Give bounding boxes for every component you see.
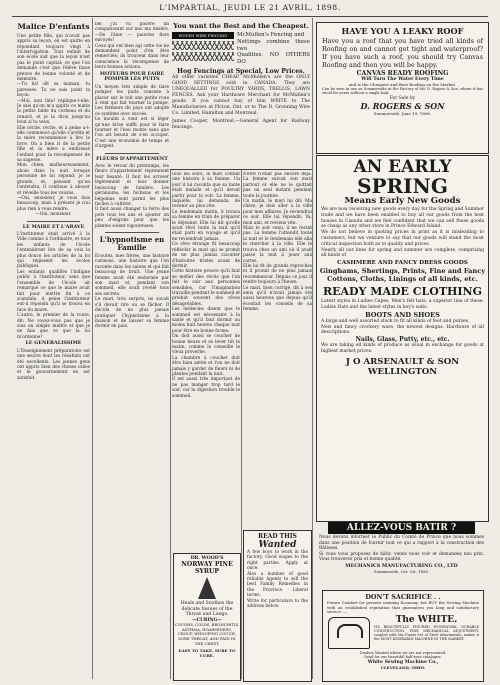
norway-pine-ad [173, 553, 241, 681]
ad-headline: You want the Best and the Cheapest. [173, 22, 309, 30]
column-rule [92, 18, 93, 679]
ad-subhead: Hog Fencings at Special, Low Prices. [177, 67, 305, 75]
leaky-roof-ad [316, 22, 489, 154]
article-paragraph: Elle lui fit de grands reproches et il promit de ne plus jamais recommencer. Depuis ce jour il rentre toujours à l'heure. [243, 263, 312, 286]
ad-title: DON'T SACRIFICE . . [365, 593, 441, 601]
ad-text: Also a number of good reliable Agents to sell the best Family Remedies in the Province. Liberal terms. [247, 571, 308, 599]
column-2 [95, 22, 169, 679]
article-paragraph: d'être n'était pas encore déjà. La femme suivait son mari partout et elle ne le quittait pas un seul instant pendant toute la journée. [243, 172, 312, 199]
wanted-ad [243, 530, 312, 682]
ad-subhead: BOOTS AND SHOES [365, 310, 440, 319]
article-paragraph: —Moi, non tâte! réplique-t-elle. Je sais qu'on m'a appris ce matin la petite fable du corbeau et du renard, et je la dirai jusqu'au bout si tu veux. [17, 98, 90, 126]
merchant-name: J O ARSENAULT & SON [345, 356, 460, 367]
article-paragraph: tous les soirs, le mari contait une histoire à sa femme. Un jour il lui raconta que sa tante était malade et qu'il devait partir pour la voir. La femme, inquiète, lui demanda de revenir au plus vite. [172, 172, 240, 210]
fence-logo: WOVEN WIRE FENCING [172, 32, 234, 39]
article-paragraph: L'autre, le premier de la route, dit: Ne voyez-vous pas que je suis un simple maître et que je ne fais que ce que la loi m'ordonne? [17, 313, 90, 340]
brand-name: The WHITE. [395, 614, 458, 625]
article-title: LE MAIRE ET L'ARAVE [22, 223, 85, 230]
ad-subhead: Means Early New Goods [344, 196, 461, 206]
ad-text: We do not believe in quoting prices in print as it is misleading to customers, but we venture to say that our goods will stand the most critical inspection both as to quality and prices. [321, 230, 484, 247]
column-rule [312, 18, 313, 679]
article-paragraph: bel j'ai vu pauvre un compatissant sur moi ma misère. —De l'âme — pauvres fiers envoyés! [95, 22, 169, 44]
ad-text: Si vous vous proposez de bâtir, venez nous voir et demandez nos prix. Vous trouverez prix et bonne qualité. [319, 551, 484, 563]
ad-text: We are taking all kinds of produce as usual in exchange for goods at highest market prices. [321, 343, 484, 354]
article-paragraph: Les enfants qualifiés l'indigne public à l'instituteur, sans que l'ensemble de l'école ait remarqué ce que le maire avait fait pour mettre fin à ce scandale. A peine l'instituteur eut-il répondu qu'il se trouva en face du maire. [17, 269, 90, 313]
article-paragraph: Le moulin à vent est si léger qu'une brise suffit pour le faire tourner et l'eau monte sans que l'on ait besoin de s'en occuper. C'est une économie de temps et d'argent. [95, 117, 169, 150]
ad-text: ITS BEAUTIFULLY FIGURED WOODWORK, DURABLE CONSTRUCTION, FINE MECHANICAL ADJUSTMENT, coupled with the Finest Set of Steel Attachments, makes it the MOST DESIRABLE MACHINE IN THE MARKET. [374, 624, 479, 642]
ad-title: AN EARLY [353, 157, 452, 177]
article-paragraph: Ceux qui ont bien agi cette vie ne demandent point d'en être remerciés; ils trouvent dans leur conscience la récompense de leurs bonnes actions. [95, 43, 169, 71]
ad-side-text: McMullen's Fencing and [237, 32, 305, 38]
divider [27, 221, 80, 222]
ad-text: Nous devons informer le Public du Comté de Prince que nous sommes dans une position de fournir tout ce qui a rapport à la construction des Bâtisses. [319, 535, 484, 552]
ad-text: Future Comfort for present seeming Economy, but BUY the Sewing Machine with an established reputation that guarantees you long and satisfactory service: — [327, 600, 479, 615]
product-name: CANVAS READY ROOFING [356, 70, 449, 77]
masthead-rule [12, 16, 488, 17]
ad-text: Send for our beautiful half-tone catalogue. [364, 655, 442, 660]
ad-text: A few boys to work in the factory. Good wages to the right parties. Apply at once. [247, 550, 308, 572]
column-1 [17, 22, 90, 679]
ad-title: READ THIS [258, 533, 297, 540]
sewing-machine-icon [328, 617, 370, 649]
ad-text: All other varieties CHEAP. McMullen's are the ONLY GOOD SETTINGS sold in CANADA. They are UNEQUALLED for POULTRY YARDS, TRELLIS, LAWN FENCES. Ask your Hardware Merchant for McMullen's goods. If you cannot buy of him WRITE to The Manufacturers at Picton, Ont. or to The D. Gronning Wire Co. Limited, Hamilton and Montreal. [172, 74, 310, 116]
maker-city: CLEVELAND, OHIO. [380, 664, 426, 670]
spring-goods-ad [316, 155, 489, 522]
column-4 [243, 172, 312, 525]
article-paragraph: On doit aussi se coucher de bonne heure et se lever tôt le matin, comme le conseille le vieux proverbe. [172, 334, 240, 356]
article-paragraph: Le mari, bien corrigé, dit à ses amis qu'il n'avait jamais été aussi heureux que depuis qu'il écoutait les conseils de sa femme. [243, 285, 312, 313]
merchant-place: WELLINGTON [367, 366, 438, 377]
ad-text: Heals and Soothes the delicate tissues of the Throat and Lungs. [180, 601, 234, 618]
ad-title: SPRING [357, 174, 448, 198]
article-paragraph: Le mari, très surpris, ne savait s'il devait rire ou se fâcher. Il décida de ne plus jamais pratiquer l'hypnotisme à la maison et de laisser sa femme dormir en paix. [95, 297, 169, 330]
ad-text: Nearly all our lines for spring and summer are complete, comprising all kinds of [321, 247, 484, 259]
article-title: L'hypnotisme en Famille [99, 234, 165, 252]
divider [105, 153, 159, 154]
ad-rule [170, 169, 312, 170]
ad-title: DR. WOOD'S [190, 556, 224, 561]
article-paragraph: Mon chien, malheureusement, aboie dans la nuit lorsque personne ne lui répond; je le gronde, et, pensant qu'on l'entendra, il continue à aboyer et réveille tous les voisins. [17, 163, 90, 196]
company-name: MECHANICS MANUFACTURING CO., LTD [345, 562, 458, 569]
article-paragraph: Un moyen très simple de faire pomper les puits consiste à placer sur le toit une petite roue à vent qui fait tourner la pompe. Les fermiers du pays ont adopté ce système avec succès. [95, 84, 169, 117]
ad-side-text: Nettings combine these two [237, 38, 310, 52]
ad-agent: James Cooper, Montreal,—General Agent for Railway fencings. [172, 118, 310, 130]
article-paragraph: —Tu lis! dit sa maman, tu paresses. Tu ne sais point ta leçon. [17, 82, 90, 99]
ad-text: Can be seen in use on Sommerside at the Factory of Mr. D. Rogers & Son, where it has stood for years without a single leak. [322, 87, 483, 96]
ad-text: Summerside, June 19, 1896. [373, 110, 432, 116]
article-paragraph: Le lendemain matin, il trouva sa femme en train de préparer le déjeuner. Elle lui dit qu'elle avait rêvé toute la nuit qu'il était parti en voyage et qu'il ne reviendrait jamais. [172, 209, 240, 242]
batir-ad [316, 522, 487, 586]
ad-text: Write for particulars to the address below. [247, 598, 308, 610]
article-paragraph: Une petite fille, qui n'avait pas appris sa leçon, en est quitte en répondant toujours vingt à l'interrogation. Tout enfant de son école sait que la leçon n'est pas le point capital: ce que l'on demande c'est que l'élève fasse preuve de bonne volonté et de mémoire. [17, 33, 90, 82]
ad-text: and is the Cheapest and Best Roofing on the Market. [348, 82, 457, 87]
ad-text: New and fancy crockery ware, the newest designs. Hardware of all descriptions. [321, 324, 484, 336]
article-title: LE GENERALISSIME [25, 340, 82, 347]
article-paragraph: Écoutez, mes frères, une histoire curieuse, une histoire que l'on raconte dans les salons et qui fait beaucoup de bruit. Une jeune femme avait été endormie par son mari et, pendant son sommeil, elle avait révélé tous ses secrets. [95, 254, 169, 297]
ad-text: Summerside, Oct. 1st, 1896. [374, 568, 429, 574]
ad-title: ALLEZ-VOUS BATIR ? [328, 522, 475, 534]
article-paragraph: L'Enseignement préparatoire est une œuvre dont les résultats ont été excellents. Les jeunes gens ont appris bien des choses utiles et le gouvernement en est satisfait. [17, 348, 90, 381]
ad-subhead: CASHMERE AND FANCY DRESS GOODS [337, 260, 468, 267]
white-sewing-ad [322, 590, 484, 682]
article-paragraph: Avec le retour du printemps, les fleurs d'appartement reprennent leur beauté. Il faut les arroser légèrement et leur donner beaucoup de lumière. Les géraniums, les fuchsias et les bégonias sont parmi les plus faciles à cultiver. [95, 164, 169, 207]
ad-subhead: Ginghams, Shertings, Prints, Fine and Fancy Cottons, Cloths, Linings of all kinds, etc. [319, 267, 486, 284]
article-title: FLEURS D'APPARTEMENT [96, 155, 168, 162]
ad-text: Have you a roof that you have tried all kinds of Roofing on and cannot get tight and waterproof? If you have such a roof, you should try Canvas Roofing and then you will be happy. [322, 37, 483, 69]
ad-side-text: Qualities. NO OTHERS DO [237, 52, 310, 66]
ad-text: —CURING— [192, 617, 222, 623]
article-paragraph: La chambre à coucher doit être bien aérée et l'on ne doit jamais y garder de fleurs ni de plantes pendant la nuit. [172, 355, 240, 378]
article-paragraph: —Oui, monsieur, je vous dois beaucoup, mais à présent je n'ai plus rien à vous rendre. [17, 195, 90, 212]
article-paragraph: Les médecins disent que le sommeil est nécessaire à la santé et qu'il faut dormir au moins huit heures chaque nuit pour être en bonne forme. [172, 307, 240, 334]
ad-title: HAVE YOU A LEAKY ROOF [341, 26, 464, 36]
maker-name: White Sewing Machine Co., [367, 659, 439, 665]
masthead: L'IMPARTIAL, JEUDI LE 21 AVRIL, 1898. [159, 3, 341, 12]
ad-text: We are now receiving new goods every day for the Spring and Summer trade and we have been enabled to buy all our goods from the best houses in Canada and we feel confident that we can sell these goods as cheap as any other store in Prince Edward Island. [321, 207, 484, 230]
article-title: MOTEURS POUR FAIRE POMPER LES PUITS [99, 70, 165, 83]
article-title: Malice D'enfants [17, 22, 90, 31]
article-paragraph: Il faut aussi changer la terre des pots tous les ans et ajouter un peu d'engrais pour que les plantes soient vigoureuses. [95, 207, 169, 229]
ad-text: For Sale by [389, 95, 416, 101]
article-signature: —Oui, monsieur. [35, 212, 72, 218]
column-rule [241, 170, 242, 679]
article-paragraph: L'instituteur était arrivé à la Ville comme à l'ordinaire, et tous les enfants de l'école l'entendirent lire de sa voix la plus douce les articles de la loi qui régissent les écoles publiques. [17, 232, 90, 270]
fence-illustration [172, 52, 234, 61]
article-paragraph: Cette histoire prouve qu'il faut se méfier des récits que l'on fait le soir aux personnes sensibles, car l'imagination travaille pendant le sommeil et produit souvent des rêves désagréables. [172, 269, 240, 307]
ad-subhead: Nails, Glass, Putty, etc., etc. [355, 336, 450, 344]
ad-text: EASY TO TAKE. SURE TO CURE. [178, 647, 236, 658]
ad-text: Will Turn The Water Every Time [361, 77, 444, 82]
pine-tree-icon [198, 577, 216, 599]
ad-title: READY MADE CLOTHING [323, 285, 482, 299]
seller-name: D. ROGERS & SON [360, 100, 445, 111]
ad-text: A large and well assorted stock to fit all kinds of feet and purses. [321, 318, 470, 324]
ad-text: Dealers Wanted where we are not represented. [359, 650, 447, 655]
ad-text: Latest styles in Ladies Capes, Men's felt hats, a superior line of these. Ladies Hats and the latest styles in boy's suits. [321, 299, 484, 310]
article-paragraph: Ce rêve étrange fit beaucoup réfléchir le mari qui se promit de ne plus jamais raconter d'histoires tristes avant de dormir. [172, 242, 240, 269]
ad-title: Wanted [258, 540, 297, 550]
article-paragraph: Un matin, le mari lui dit: Ma chère, je dois aller à la ville pour mes affaires. Je reviendrai ce soir. Elle lui répondit: Va, mon ami, et reviens vite. [243, 199, 312, 226]
ad-title: NORWAY PINE SYRUP [181, 561, 233, 575]
article-paragraph: Mais le soir venu, il ne revint pas. La femme l'attendit toute la nuit et le lendemain elle alla le chercher à la ville. Elle le trouva chez un ami où il avait passé la nuit à jouer aux cartes. [243, 226, 312, 264]
fence-illustration [172, 41, 234, 50]
article-paragraph: Elle récite, récite, et à peine a-t-elle commencé qu'elle s'arrête et la mère recommence à lire le livre. On a bien ri de la petite fille et la mère a embrassé l'enfant pour la récompenser de sa sagesse. [17, 125, 90, 164]
divider [105, 232, 159, 233]
column-rule [170, 170, 171, 679]
article-paragraph: Il est aussi très important de ne pas manger trop tard le soir, car la digestion trouble le sommeil. [172, 377, 240, 399]
ad-text: COUGHS, COLDS, BRONCHITIS, ASTHMA, HOARSENESS, CROUP, WHOOPING COUGH, SORE THROAT, AND PAIN IN THE CHEST. [174, 621, 240, 646]
fencing-ad [172, 22, 310, 168]
